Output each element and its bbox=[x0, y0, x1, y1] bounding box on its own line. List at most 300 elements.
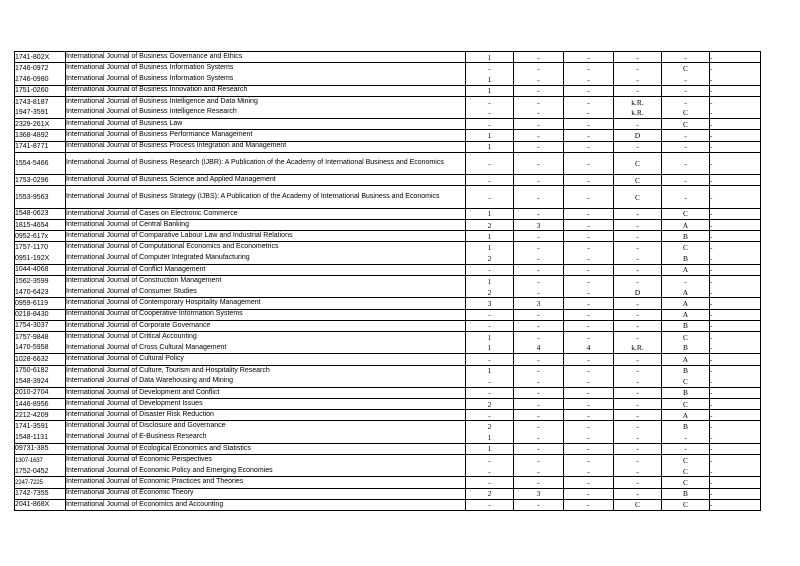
issn-cell: 1751-0260 bbox=[15, 85, 66, 96]
value-cell: - bbox=[514, 119, 564, 130]
value-cell: - bbox=[614, 354, 662, 365]
value-cell: - bbox=[564, 477, 614, 488]
value-cell: - bbox=[564, 488, 614, 499]
value-cell: - bbox=[564, 320, 614, 331]
value-cell: - bbox=[662, 85, 710, 96]
value-cell: - bbox=[564, 466, 614, 477]
value-cell: - bbox=[662, 74, 710, 85]
value-cell: C bbox=[662, 208, 710, 219]
value-cell: - bbox=[710, 466, 761, 477]
value-cell: - bbox=[514, 443, 564, 454]
journal-title-cell: International Journal of Business Information Systems bbox=[66, 74, 466, 85]
value-cell: - bbox=[710, 376, 761, 387]
value-cell: - bbox=[614, 141, 662, 152]
journal-title-cell: International Journal of Comparative Labour Law and Industrial Relations bbox=[66, 231, 466, 242]
journal-title-cell: International Journal of Computer Integrated Manufacturing bbox=[66, 253, 466, 264]
value-cell: - bbox=[710, 421, 761, 432]
value-cell: - bbox=[614, 253, 662, 264]
value-cell: - bbox=[614, 477, 662, 488]
value-cell: - bbox=[466, 387, 514, 398]
journal-ratings-table bbox=[14, 51, 761, 511]
value-cell: - bbox=[514, 141, 564, 152]
value-cell: 1 bbox=[466, 231, 514, 242]
value-cell: B bbox=[662, 365, 710, 376]
value-cell: - bbox=[662, 443, 710, 454]
table-row bbox=[15, 141, 761, 152]
value-cell: B bbox=[662, 253, 710, 264]
value-cell: - bbox=[710, 175, 761, 186]
issn-cell: 1554-5466 bbox=[15, 152, 66, 175]
journal-title-cell: International Journal of Data Warehousing and Mining bbox=[66, 376, 466, 387]
issn-cell: 1752-0452 bbox=[15, 466, 66, 477]
journal-title-cell: International Journal of Culture, Tourism and Hospitality Research bbox=[66, 365, 466, 376]
value-cell: - bbox=[564, 298, 614, 309]
value-cell: - bbox=[564, 186, 614, 209]
value-cell: - bbox=[514, 331, 564, 342]
value-cell: A bbox=[662, 264, 710, 275]
table-row bbox=[15, 399, 761, 410]
value-cell: - bbox=[514, 477, 564, 488]
table-row bbox=[15, 477, 761, 488]
value-cell: - bbox=[564, 499, 614, 510]
issn-cell: 2010-2704 bbox=[15, 387, 66, 398]
value-cell: 1 bbox=[466, 242, 514, 253]
value-cell: - bbox=[710, 107, 761, 118]
issn-cell: 1741-8771 bbox=[15, 141, 66, 152]
value-cell: - bbox=[514, 175, 564, 186]
issn-cell: 2247-7225 bbox=[15, 477, 66, 488]
value-cell: - bbox=[514, 208, 564, 219]
value-cell: 2 bbox=[466, 220, 514, 231]
value-cell: 2 bbox=[466, 399, 514, 410]
value-cell: A bbox=[662, 309, 710, 320]
issn-cell: 1746-0980 bbox=[15, 74, 66, 85]
value-cell: 1 bbox=[466, 85, 514, 96]
value-cell: 2 bbox=[466, 421, 514, 432]
value-cell: - bbox=[564, 74, 614, 85]
value-cell: - bbox=[614, 455, 662, 466]
value-cell: - bbox=[614, 410, 662, 421]
value-cell: - bbox=[514, 130, 564, 141]
value-cell: - bbox=[514, 264, 564, 275]
value-cell: - bbox=[514, 466, 564, 477]
journal-title-cell: International Journal of Computational Economics and Econometrics bbox=[66, 242, 466, 253]
value-cell: - bbox=[614, 320, 662, 331]
issn-cell: 1757-9848 bbox=[15, 331, 66, 342]
value-cell: - bbox=[514, 74, 564, 85]
table-row bbox=[15, 309, 761, 320]
value-cell: C bbox=[662, 119, 710, 130]
value-cell: - bbox=[614, 85, 662, 96]
value-cell: 1 bbox=[466, 276, 514, 287]
value-cell: - bbox=[514, 242, 564, 253]
value-cell: - bbox=[710, 499, 761, 510]
journal-title-cell: International Journal of Economic Practices and Theories bbox=[66, 477, 466, 488]
value-cell: - bbox=[614, 331, 662, 342]
value-cell: - bbox=[710, 152, 761, 175]
value-cell: - bbox=[466, 186, 514, 209]
value-cell: A bbox=[662, 354, 710, 365]
value-cell: 1 bbox=[466, 432, 514, 443]
issn-cell: 1028-6632 bbox=[15, 354, 66, 365]
journal-title-cell: International Journal of Business Law bbox=[66, 119, 466, 130]
value-cell: C bbox=[662, 331, 710, 342]
value-cell: 4 bbox=[514, 343, 564, 354]
journal-title-cell: International Journal of Conflict Management bbox=[66, 264, 466, 275]
issn-cell: 1746-0972 bbox=[15, 63, 66, 74]
value-cell: - bbox=[662, 175, 710, 186]
value-cell: - bbox=[614, 52, 662, 63]
table-row bbox=[15, 220, 761, 231]
value-cell: - bbox=[662, 130, 710, 141]
issn-cell: 1044-4068 bbox=[15, 264, 66, 275]
value-cell: - bbox=[564, 52, 614, 63]
value-cell: - bbox=[514, 231, 564, 242]
value-cell: - bbox=[514, 432, 564, 443]
value-cell: - bbox=[710, 455, 761, 466]
value-cell: - bbox=[514, 387, 564, 398]
value-cell: - bbox=[614, 74, 662, 85]
value-cell: - bbox=[514, 85, 564, 96]
table-row bbox=[15, 320, 761, 331]
value-cell: - bbox=[564, 107, 614, 118]
value-cell: C bbox=[662, 455, 710, 466]
table-row bbox=[15, 253, 761, 264]
value-cell: - bbox=[564, 264, 614, 275]
journal-title-cell: International Journal of Economic Policy and Emerging Economies bbox=[66, 466, 466, 477]
issn-cell: 1742-7355 bbox=[15, 488, 66, 499]
issn-cell: 2329-261X bbox=[15, 119, 66, 130]
value-cell: - bbox=[564, 432, 614, 443]
value-cell: 3 bbox=[514, 488, 564, 499]
value-cell: - bbox=[514, 96, 564, 107]
value-cell: - bbox=[614, 421, 662, 432]
journal-title-cell: International Journal of Economic Perspectives bbox=[66, 455, 466, 466]
value-cell: - bbox=[710, 85, 761, 96]
value-cell: - bbox=[710, 387, 761, 398]
value-cell: 2 bbox=[466, 287, 514, 298]
value-cell: - bbox=[614, 276, 662, 287]
value-cell: - bbox=[564, 365, 614, 376]
value-cell: 2 bbox=[466, 488, 514, 499]
value-cell: - bbox=[514, 107, 564, 118]
value-cell: B bbox=[662, 343, 710, 354]
table-row bbox=[15, 208, 761, 219]
value-cell: D bbox=[614, 287, 662, 298]
journal-title-cell: International Journal of Business Strategy (IJBS): A Publication of the Academy of International Business and Economics bbox=[66, 186, 466, 209]
journal-title-cell: International Journal of Contemporary Hospitality Management bbox=[66, 298, 466, 309]
table-row bbox=[15, 231, 761, 242]
value-cell: - bbox=[710, 410, 761, 421]
value-cell: - bbox=[710, 220, 761, 231]
value-cell: - bbox=[564, 443, 614, 454]
table-row bbox=[15, 499, 761, 510]
value-cell: - bbox=[614, 298, 662, 309]
value-cell: - bbox=[514, 152, 564, 175]
issn-cell: 0959-6119 bbox=[15, 298, 66, 309]
value-cell: - bbox=[564, 231, 614, 242]
value-cell: - bbox=[710, 365, 761, 376]
value-cell: 1 bbox=[466, 365, 514, 376]
journal-title-cell: International Journal of Ecological Economics and Statistics bbox=[66, 443, 466, 454]
value-cell: - bbox=[710, 320, 761, 331]
value-cell: - bbox=[564, 220, 614, 231]
value-cell: - bbox=[466, 320, 514, 331]
value-cell: k.R. bbox=[614, 343, 662, 354]
journal-title-cell: International Journal of Business Information Systems bbox=[66, 63, 466, 74]
journal-title-cell: International Journal of Economic Theory bbox=[66, 488, 466, 499]
table-row bbox=[15, 488, 761, 499]
value-cell: - bbox=[662, 186, 710, 209]
table-row bbox=[15, 432, 761, 443]
issn-cell: 0218-8430 bbox=[15, 309, 66, 320]
table-row bbox=[15, 455, 761, 466]
issn-cell: 1815-4654 bbox=[15, 220, 66, 231]
issn-cell: 1741-3591 bbox=[15, 421, 66, 432]
value-cell: A bbox=[662, 298, 710, 309]
value-cell: - bbox=[710, 130, 761, 141]
table-row bbox=[15, 52, 761, 63]
value-cell: - bbox=[614, 309, 662, 320]
table-row bbox=[15, 466, 761, 477]
journal-title-cell: International Journal of Disclosure and Governance bbox=[66, 421, 466, 432]
value-cell: A bbox=[662, 410, 710, 421]
value-cell: - bbox=[614, 264, 662, 275]
value-cell: B bbox=[662, 387, 710, 398]
issn-cell: 2041-868X bbox=[15, 499, 66, 510]
journal-table-body bbox=[15, 52, 761, 511]
issn-cell: 1757-1170 bbox=[15, 242, 66, 253]
value-cell: - bbox=[466, 466, 514, 477]
table-row bbox=[15, 85, 761, 96]
journal-title-cell: International Journal of Development Issues bbox=[66, 399, 466, 410]
value-cell: - bbox=[564, 455, 614, 466]
issn-cell: 1307-1637 bbox=[15, 455, 66, 466]
value-cell: C bbox=[614, 499, 662, 510]
value-cell: - bbox=[514, 410, 564, 421]
value-cell: - bbox=[514, 376, 564, 387]
value-cell: - bbox=[466, 499, 514, 510]
value-cell: C bbox=[662, 499, 710, 510]
issn-cell: 2212-4209 bbox=[15, 410, 66, 421]
value-cell: - bbox=[564, 208, 614, 219]
value-cell: - bbox=[514, 309, 564, 320]
value-cell: B bbox=[662, 421, 710, 432]
journal-title-cell: International Journal of Critical Accounting bbox=[66, 331, 466, 342]
value-cell: - bbox=[614, 208, 662, 219]
value-cell: 3 bbox=[514, 220, 564, 231]
issn-cell: 1754-3037 bbox=[15, 320, 66, 331]
value-cell: - bbox=[662, 276, 710, 287]
value-cell: - bbox=[710, 354, 761, 365]
table-row bbox=[15, 130, 761, 141]
value-cell: - bbox=[662, 52, 710, 63]
journal-title-cell: International Journal of Consumer Studies bbox=[66, 287, 466, 298]
journal-title-cell: International Journal of Business Governance and Ethics bbox=[66, 52, 466, 63]
value-cell: - bbox=[710, 399, 761, 410]
table-row bbox=[15, 276, 761, 287]
table-row bbox=[15, 387, 761, 398]
value-cell: - bbox=[466, 96, 514, 107]
value-cell: - bbox=[710, 52, 761, 63]
value-cell: - bbox=[564, 287, 614, 298]
value-cell: - bbox=[710, 276, 761, 287]
value-cell: - bbox=[466, 455, 514, 466]
journal-title-cell: International Journal of Cultural Policy bbox=[66, 354, 466, 365]
value-cell: - bbox=[710, 253, 761, 264]
value-cell: k.R. bbox=[614, 96, 662, 107]
value-cell: - bbox=[710, 432, 761, 443]
value-cell: 1 bbox=[466, 343, 514, 354]
table-row bbox=[15, 96, 761, 107]
value-cell: B bbox=[662, 488, 710, 499]
issn-cell: 1446-8956 bbox=[15, 399, 66, 410]
value-cell: A bbox=[662, 287, 710, 298]
value-cell: - bbox=[710, 264, 761, 275]
table-row bbox=[15, 410, 761, 421]
value-cell: C bbox=[662, 399, 710, 410]
value-cell: - bbox=[466, 63, 514, 74]
value-cell: - bbox=[662, 96, 710, 107]
table-row bbox=[15, 152, 761, 175]
value-cell: - bbox=[564, 175, 614, 186]
issn-cell: 1562-3599 bbox=[15, 276, 66, 287]
value-cell: - bbox=[466, 107, 514, 118]
journal-title-cell: International Journal of Business Innovation and Research bbox=[66, 85, 466, 96]
issn-cell: 0951-192X bbox=[15, 253, 66, 264]
table-row bbox=[15, 443, 761, 454]
value-cell: C bbox=[662, 477, 710, 488]
value-cell: - bbox=[514, 455, 564, 466]
value-cell: - bbox=[710, 331, 761, 342]
journal-title-cell: International Journal of Business Process Integration and Management bbox=[66, 141, 466, 152]
value-cell: - bbox=[710, 343, 761, 354]
issn-cell: 1753-0296 bbox=[15, 175, 66, 186]
value-cell: A bbox=[662, 220, 710, 231]
value-cell: - bbox=[614, 365, 662, 376]
value-cell: - bbox=[564, 387, 614, 398]
value-cell: C bbox=[614, 175, 662, 186]
value-cell: k.R. bbox=[614, 107, 662, 118]
value-cell: - bbox=[710, 477, 761, 488]
value-cell: - bbox=[662, 152, 710, 175]
value-cell: - bbox=[614, 63, 662, 74]
table-row bbox=[15, 264, 761, 275]
value-cell: B bbox=[662, 231, 710, 242]
value-cell: C bbox=[662, 466, 710, 477]
value-cell: C bbox=[662, 63, 710, 74]
value-cell: - bbox=[564, 276, 614, 287]
issn-cell: 1743-8187 bbox=[15, 96, 66, 107]
value-cell: - bbox=[564, 421, 614, 432]
issn-cell: 0952-617x bbox=[15, 231, 66, 242]
value-cell: 1 bbox=[466, 331, 514, 342]
table-row bbox=[15, 74, 761, 85]
journal-title-cell: International Journal of Business Intelligence and Data Mining bbox=[66, 96, 466, 107]
value-cell: - bbox=[514, 287, 564, 298]
issn-cell: 09731-385 bbox=[15, 443, 66, 454]
value-cell: - bbox=[564, 242, 614, 253]
value-cell: - bbox=[710, 74, 761, 85]
value-cell: - bbox=[710, 208, 761, 219]
journal-title-cell: International Journal of Cooperative Information Systems bbox=[66, 309, 466, 320]
issn-cell: 1947-3591 bbox=[15, 107, 66, 118]
value-cell: - bbox=[564, 119, 614, 130]
value-cell: - bbox=[614, 399, 662, 410]
issn-cell: 1548-0623 bbox=[15, 208, 66, 219]
value-cell: - bbox=[514, 52, 564, 63]
value-cell: B bbox=[662, 320, 710, 331]
value-cell: - bbox=[662, 432, 710, 443]
value-cell: 4 bbox=[564, 343, 614, 354]
value-cell: - bbox=[466, 264, 514, 275]
journal-title-cell: International Journal of Business Intelligence Research bbox=[66, 107, 466, 118]
value-cell: - bbox=[564, 96, 614, 107]
value-cell: - bbox=[710, 231, 761, 242]
table-row bbox=[15, 287, 761, 298]
value-cell: C bbox=[614, 152, 662, 175]
value-cell: - bbox=[564, 354, 614, 365]
value-cell: C bbox=[614, 186, 662, 209]
value-cell: - bbox=[614, 488, 662, 499]
issn-cell: 1548-3924 bbox=[15, 376, 66, 387]
issn-cell: 1470-5958 bbox=[15, 343, 66, 354]
value-cell: 3 bbox=[514, 298, 564, 309]
value-cell: - bbox=[514, 499, 564, 510]
value-cell: - bbox=[710, 298, 761, 309]
value-cell: - bbox=[466, 376, 514, 387]
table-row bbox=[15, 331, 761, 342]
value-cell: - bbox=[514, 253, 564, 264]
value-cell: C bbox=[662, 242, 710, 253]
value-cell: - bbox=[614, 119, 662, 130]
issn-cell: 1741-802X bbox=[15, 52, 66, 63]
value-cell: - bbox=[514, 320, 564, 331]
journal-title-cell: International Journal of Economics and Accounting bbox=[66, 499, 466, 510]
value-cell: - bbox=[564, 309, 614, 320]
table-row bbox=[15, 119, 761, 130]
journal-title-cell: International Journal of Cases on Electronic Commerce bbox=[66, 208, 466, 219]
value-cell: - bbox=[614, 466, 662, 477]
journal-title-cell: International Journal of Development and Conflict bbox=[66, 387, 466, 398]
value-cell: - bbox=[710, 186, 761, 209]
value-cell: - bbox=[466, 152, 514, 175]
table-row bbox=[15, 376, 761, 387]
value-cell: - bbox=[710, 119, 761, 130]
table-row bbox=[15, 343, 761, 354]
value-cell: - bbox=[564, 331, 614, 342]
value-cell: - bbox=[614, 443, 662, 454]
value-cell: C bbox=[662, 376, 710, 387]
value-cell: - bbox=[614, 231, 662, 242]
value-cell: - bbox=[614, 376, 662, 387]
value-cell: 2 bbox=[466, 253, 514, 264]
journal-title-cell: International Journal of Cross Cultural Management bbox=[66, 343, 466, 354]
value-cell: - bbox=[710, 488, 761, 499]
value-cell: - bbox=[564, 152, 614, 175]
value-cell: D bbox=[614, 130, 662, 141]
value-cell: - bbox=[466, 175, 514, 186]
journal-title-cell: International Journal of E-Business Research bbox=[66, 432, 466, 443]
table-row bbox=[15, 175, 761, 186]
value-cell: - bbox=[466, 309, 514, 320]
value-cell: - bbox=[614, 242, 662, 253]
value-cell: - bbox=[564, 63, 614, 74]
table-row bbox=[15, 421, 761, 432]
value-cell: - bbox=[710, 63, 761, 74]
value-cell: - bbox=[564, 399, 614, 410]
value-cell: 1 bbox=[466, 443, 514, 454]
